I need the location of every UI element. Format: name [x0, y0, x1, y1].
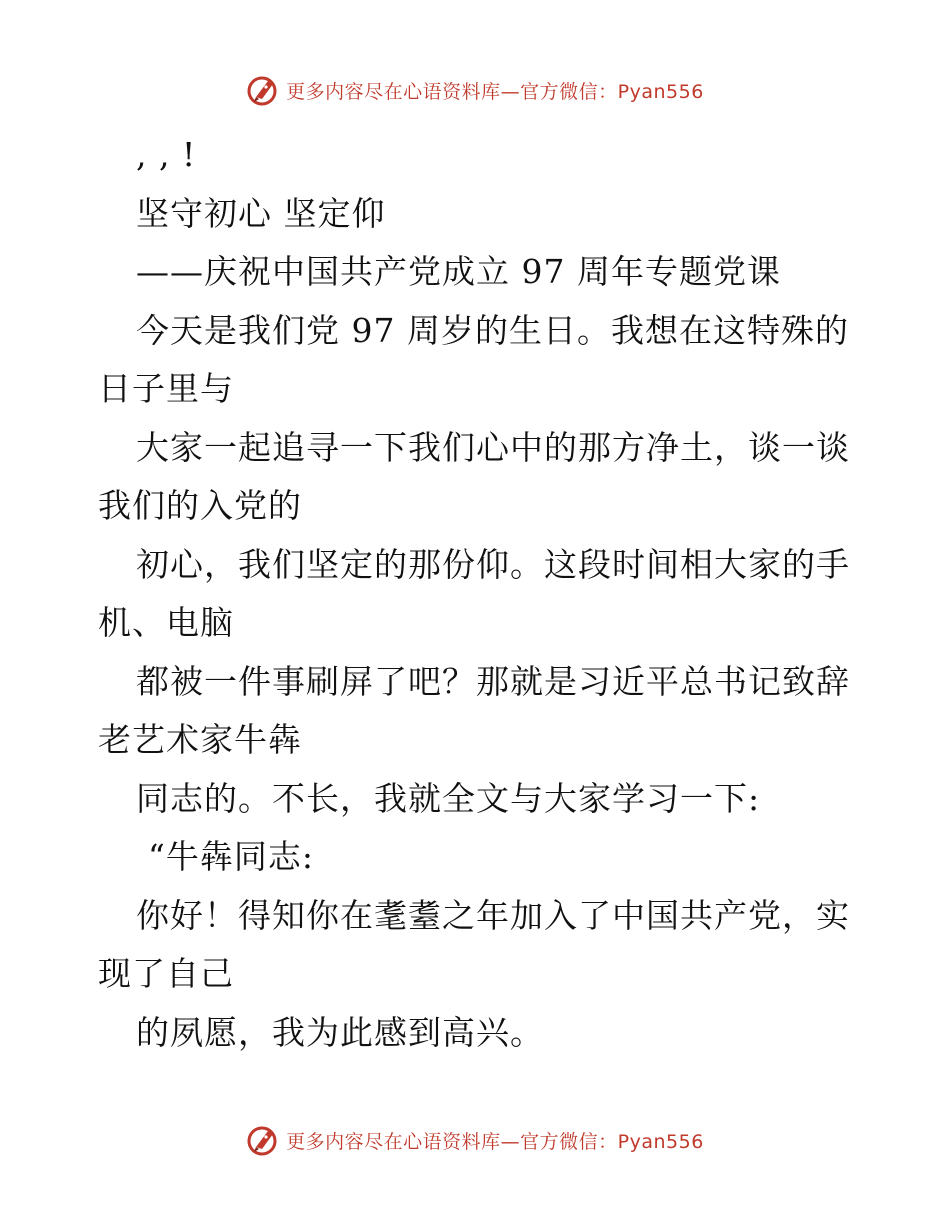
doc-line: 现了自己: [98, 954, 234, 993]
doc-letter-salutation: “牛犇同志:: [148, 837, 314, 876]
doc-title: 坚守初心 坚定仰: [136, 193, 386, 233]
header-banner-text: 更多内容尽在心语资料库—官方微信：Pyan556: [286, 80, 704, 103]
doc-line: , , !: [136, 135, 197, 174]
doc-line: 日子里与: [98, 369, 234, 408]
footer-banner: [0, 1120, 950, 1160]
doc-line: 的夙愿，我为此感到高兴。: [136, 1012, 544, 1052]
doc-line: 初心，我们坚定的那份仰。这段时间相大家的手: [136, 544, 850, 584]
pen-nib-logo-icon: [246, 1123, 280, 1157]
doc-line: 同志的。不长，我就全文与大家学习一下:: [136, 778, 761, 818]
pen-nib-logo-icon: [246, 73, 280, 107]
header-banner: [0, 70, 950, 110]
doc-line: 你好！得知你在耄耋之年加入了中国共产党，实: [136, 895, 850, 935]
document-body: [98, 126, 858, 1062]
doc-line: 老艺术家牛犇: [98, 720, 302, 759]
doc-line: 今天是我们党 97 周岁的生日。我想在这特殊的: [136, 310, 849, 350]
doc-subtitle: ——庆祝中国共产党成立 97 周年专题党课: [136, 252, 781, 291]
doc-line: 都被一件事刷屏了吧？那就是习近平总书记致辞: [136, 661, 850, 701]
doc-line: 我们的入党的: [98, 486, 302, 525]
doc-line: 大家一起追寻一下我们心中的那方净土，谈一谈: [136, 427, 850, 467]
doc-line: 机、电脑: [98, 603, 234, 642]
footer-banner-text: 更多内容尽在心语资料库—官方微信：Pyan556: [286, 1130, 704, 1153]
